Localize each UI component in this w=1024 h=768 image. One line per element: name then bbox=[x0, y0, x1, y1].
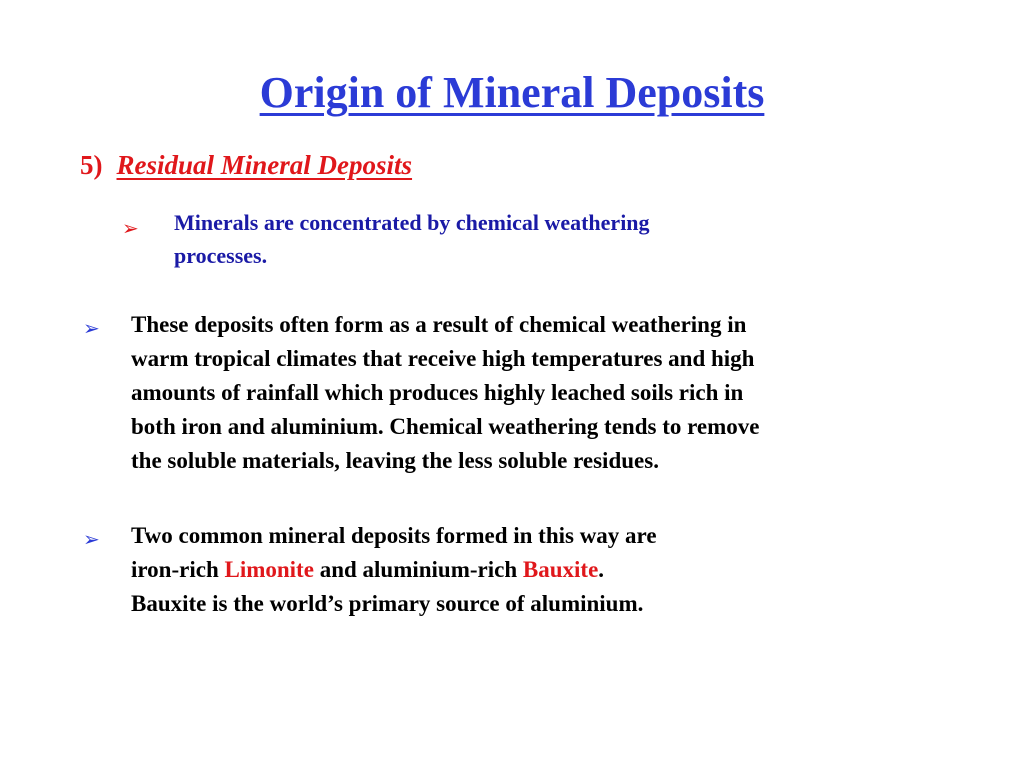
section-heading: Residual Mineral Deposits bbox=[116, 150, 413, 180]
bullet-line: processes. bbox=[174, 243, 268, 268]
bullet-text bbox=[131, 308, 931, 478]
bullet-text bbox=[174, 206, 824, 272]
section-number: 5) bbox=[80, 150, 103, 180]
text-fragment: . bbox=[598, 557, 605, 582]
bauxite-term: Bauxite bbox=[522, 557, 599, 582]
bullet-chemical-weathering bbox=[122, 206, 824, 272]
text-fragment: and aluminium-rich bbox=[313, 557, 523, 582]
bullet-common-deposits bbox=[83, 519, 931, 621]
bullet-line-minerals bbox=[131, 553, 931, 587]
bullet-line: Two common mineral deposits formed in this way are bbox=[131, 523, 657, 548]
section-header bbox=[80, 148, 412, 182]
bullet-text bbox=[131, 519, 931, 621]
arrow-bullet-icon: ➢ bbox=[83, 316, 100, 340]
bullet-line: warm tropical climates that receive high temperatures and high bbox=[131, 346, 755, 371]
bullet-line: Minerals are concentrated by chemical weathering bbox=[174, 210, 650, 235]
bullet-line: both iron and aluminium. Chemical weathering tends to remove bbox=[131, 414, 760, 439]
slide-title: Origin of Mineral Deposits bbox=[259, 68, 765, 117]
bullet-line: the soluble materials, leaving the less soluble residues. bbox=[131, 448, 659, 473]
limonite-term: Limonite bbox=[224, 557, 314, 582]
text-fragment: iron-rich bbox=[131, 557, 225, 582]
bullet-line: amounts of rainfall which produces highly leached soils rich in bbox=[131, 380, 744, 405]
bullet-line: These deposits often form as a result of chemical weathering in bbox=[131, 312, 747, 337]
bullet-tropical-climates bbox=[83, 308, 931, 478]
arrow-bullet-icon: ➢ bbox=[83, 527, 100, 551]
bullet-line: Bauxite is the world’s primary source of aluminium. bbox=[131, 591, 644, 616]
arrow-bullet-icon: ➢ bbox=[122, 216, 139, 240]
